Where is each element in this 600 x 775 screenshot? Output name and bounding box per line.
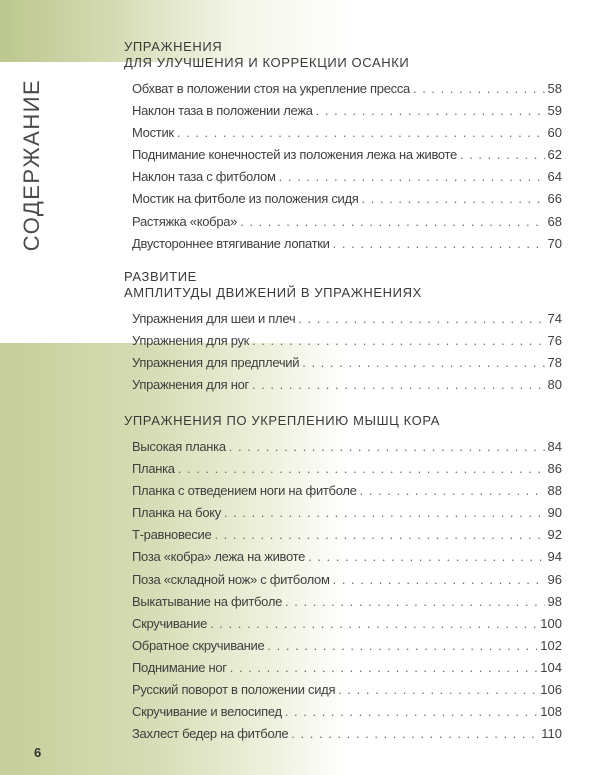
entry-title: Обратное скручивание	[132, 637, 265, 653]
entry-title: Захлест бедер на фитболе	[132, 726, 289, 742]
entry-title: Упражнения для ног	[132, 377, 249, 393]
section-heading-line: УПРАЖНЕНИЯ ПО УКРЕПЛЕНИЮ МЫШЦ КОРА	[124, 413, 441, 428]
dot-leader	[230, 657, 538, 679]
entry-page: 76	[547, 333, 562, 349]
dot-leader	[298, 308, 544, 330]
dot-leader	[267, 635, 537, 657]
toc-entry[interactable]	[132, 166, 562, 188]
dot-leader	[210, 613, 537, 635]
toc-entry[interactable]	[132, 502, 562, 524]
entry-page: 68	[547, 213, 562, 229]
dot-leader	[177, 122, 545, 144]
toc-entry[interactable]	[132, 458, 562, 480]
entry-title: Мостик на фитболе из положения сидя	[132, 191, 359, 207]
entry-title: Планка на боку	[132, 505, 221, 521]
section-heading-line: АМПЛИТУДЫ ДВИЖЕНИЙ В УПРАЖНЕНИЯХ	[124, 285, 422, 300]
toc-entry[interactable]	[132, 78, 562, 100]
toc-entry[interactable]	[132, 374, 562, 396]
section-heading-line: УПРАЖНЕНИЯ	[124, 39, 223, 54]
entry-title: Русский поворот в положении сидя	[132, 682, 336, 698]
entry-page: 62	[547, 147, 562, 163]
toc-entry[interactable]	[132, 591, 562, 613]
dot-leader	[285, 591, 544, 613]
page-number: 6	[34, 745, 42, 760]
dot-leader	[460, 144, 545, 166]
entry-title: Планка	[132, 461, 175, 477]
toc-entry[interactable]	[132, 188, 562, 210]
toc-entry[interactable]	[132, 480, 562, 502]
dot-leader	[360, 480, 545, 502]
entry-title: Выкатывание на фитболе	[132, 593, 283, 609]
dot-leader	[333, 569, 545, 591]
entry-page: 64	[547, 169, 562, 185]
entry-page: 108	[540, 704, 562, 720]
entry-title: Обхват в положении стоя на укрепление пресса	[132, 81, 410, 96]
dot-leader	[308, 546, 544, 568]
dot-leader	[333, 233, 545, 255]
toc-entry[interactable]	[132, 233, 562, 255]
toc-entry[interactable]	[132, 569, 562, 591]
entry-page: 70	[547, 235, 562, 251]
entry-page: 96	[547, 571, 562, 587]
dot-leader	[302, 352, 544, 374]
side-title: СОДЕРЖАНИЕ	[19, 78, 44, 252]
toc-section	[124, 39, 562, 255]
toc-entry[interactable]	[132, 524, 562, 546]
section-heading-line: ДЛЯ УЛУЧШЕНИЯ И КОРРЕКЦИИ ОСАНКИ	[124, 55, 410, 70]
entry-page: 60	[547, 125, 562, 141]
dot-leader	[338, 679, 537, 701]
entry-title: Упражнения для рук	[132, 333, 250, 349]
section-heading	[124, 413, 562, 429]
entry-page: 88	[547, 483, 562, 499]
section-heading	[124, 269, 562, 301]
section-heading-line: РАЗВИТИЕ	[124, 269, 197, 284]
entry-page: 92	[547, 527, 562, 543]
dot-leader	[224, 502, 545, 524]
entry-page: 110	[541, 726, 562, 742]
entry-title: Поза «складной нож» с фитболом	[132, 571, 330, 587]
entry-title: Высокая планка	[132, 439, 226, 454]
entry-page: 84	[547, 439, 562, 454]
entry-title: Поднимание конечностей из положения лежа на животе	[132, 147, 457, 163]
toc-entry[interactable]	[132, 352, 562, 374]
toc-entry[interactable]	[132, 723, 562, 745]
dot-leader	[229, 436, 545, 458]
entry-title: Упражнения для шеи и плеч	[132, 311, 296, 326]
entry-title: Поднимание ног	[132, 659, 227, 675]
entry-title: Наклон таза в положении лежа	[132, 103, 313, 119]
dot-leader	[279, 166, 545, 188]
entry-page: 58	[547, 81, 562, 96]
dot-leader	[362, 188, 545, 210]
entry-title: Упражнения для предплечий	[132, 355, 300, 371]
dot-leader	[316, 100, 545, 122]
entry-page: 74	[547, 311, 562, 326]
dot-leader	[240, 211, 544, 233]
toc-entry[interactable]	[132, 657, 562, 679]
dot-leader	[413, 78, 545, 100]
entry-title: Скручивание	[132, 615, 208, 631]
entry-page: 100	[540, 615, 562, 631]
toc-entry[interactable]	[132, 679, 562, 701]
entry-title: Двустороннее втягивание лопатки	[132, 235, 330, 251]
dot-leader	[285, 701, 538, 723]
entry-page: 66	[547, 191, 562, 207]
toc-entry[interactable]	[132, 546, 562, 568]
entry-page: 80	[547, 377, 562, 393]
toc-entry[interactable]	[132, 613, 562, 635]
entry-title: Скручивание и велосипед	[132, 704, 282, 720]
dot-leader	[214, 524, 544, 546]
entry-page: 106	[540, 682, 562, 698]
toc-entry[interactable]	[132, 701, 562, 723]
entry-page: 78	[547, 355, 562, 371]
toc-entry[interactable]	[132, 122, 562, 144]
dot-leader	[291, 723, 538, 745]
entry-page: 90	[547, 505, 562, 521]
toc-entry[interactable]	[132, 330, 562, 352]
toc-entry[interactable]	[132, 144, 562, 166]
section-heading	[124, 39, 562, 71]
entry-page: 104	[540, 659, 562, 675]
entry-page: 94	[547, 549, 562, 565]
entry-page: 98	[547, 593, 562, 609]
entry-page: 86	[547, 461, 562, 477]
entry-title: Наклон таза с фитболом	[132, 169, 276, 185]
dot-leader	[252, 374, 545, 396]
toc-entry[interactable]	[132, 635, 562, 657]
entry-page: 59	[547, 103, 562, 119]
toc-entry[interactable]	[132, 308, 562, 330]
entry-title: Т-равновесие	[132, 527, 212, 543]
toc-section	[124, 413, 562, 745]
entry-page: 102	[540, 637, 562, 653]
entry-title: Поза «кобра» лежа на животе	[132, 549, 306, 565]
entry-title: Мостик	[132, 125, 174, 141]
dot-leader	[252, 330, 544, 352]
entry-title: Планка с отведением ноги на фитболе	[132, 483, 357, 499]
toc-entry[interactable]	[132, 436, 562, 458]
entry-title: Растяжка «кобра»	[132, 213, 238, 229]
toc-entry[interactable]	[132, 100, 562, 122]
dot-leader	[178, 458, 545, 480]
toc-section	[124, 269, 562, 396]
toc-entry[interactable]	[132, 211, 562, 233]
